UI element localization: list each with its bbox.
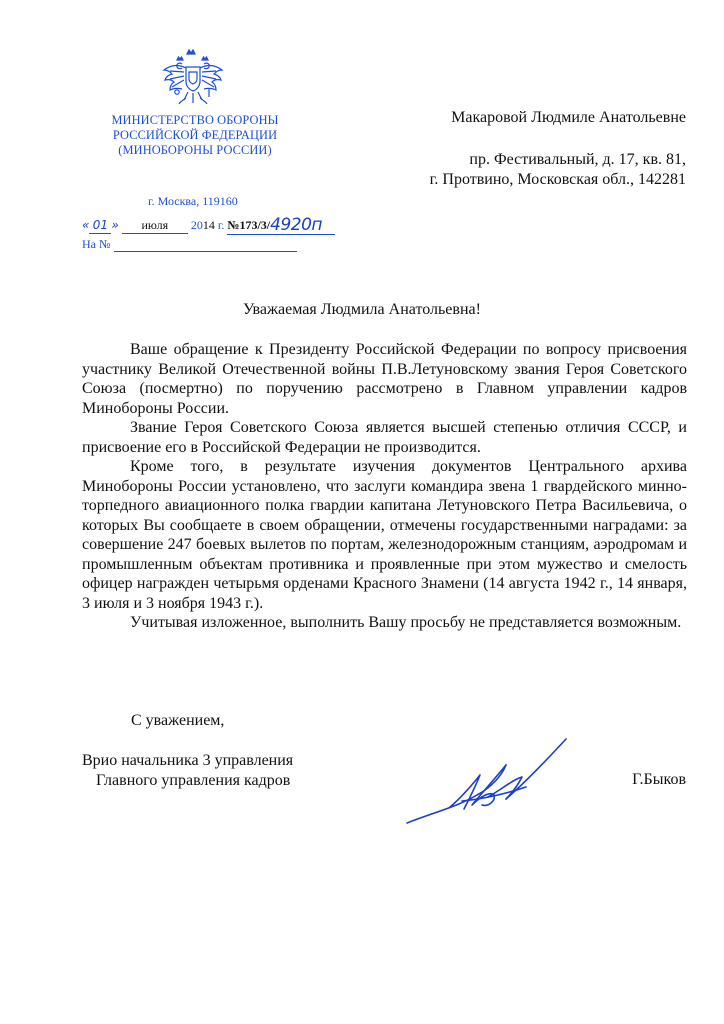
ministry-line-1: МИНИСТЕРСТВО ОБОРОНЫ	[111, 113, 279, 127]
date-year: 14	[202, 218, 215, 232]
signature-icon	[402, 735, 572, 830]
paragraph-3: Кроме того, в результате изучения документов Центрального архива Минобороны России установлено, что заслуги командира звена 1 гвардейского минно-торпедного авиационного полка гвардии капитана Летуновского Петра Васильевича, о которых Вы сообщаете в своем обращении, отмечены государственными наградами: за совершение 247 боевых вылетов по портам, железнодорожным станциям, аэродромам и промышленным объектам противника и проявленные при этом мужество и смелость офицер награжден четырьмя орденами Красного Знамени (14 августа 1942 г., 14 января, 3 июля и 3 ноября 1943 г.).	[82, 458, 687, 612]
number-prefix: №173/3/	[227, 218, 271, 232]
date-day: 01	[92, 218, 109, 232]
letterhead-city: г. Москва, 119160	[148, 194, 238, 208]
addressee-address-line-1: пр. Фестивальный, д. 17, кв. 81,	[469, 151, 686, 168]
coat-of-arms-icon	[160, 48, 226, 110]
ministry-name	[102, 113, 288, 158]
letter-body	[82, 340, 687, 633]
date-quote-close: »	[111, 218, 119, 232]
ministry-line-3: (МИНОБОРОНЫ РОССИИ)	[118, 143, 272, 157]
letter-date-number	[82, 214, 335, 236]
signer-name: Г.Быков	[632, 771, 686, 788]
paragraph-1: Ваше обращение к Президенту Российской Федерации по вопросу присвоения участнику Великой Отечественной войны П.В.Летуновскому звания Героя Советского Союза (посмертно) по поручению рассмотрено в Главном управлении кадров Минобороны России.	[82, 341, 687, 417]
position-line-1: Врио начальника 3 управления	[82, 752, 294, 769]
salutation: Уважаемая Людмила Анатольевна!	[243, 301, 481, 318]
date-year-prefix: 20	[190, 218, 203, 232]
ministry-line-2: РОССИЙСКОЙ ФЕДЕРАЦИИ	[112, 128, 278, 142]
number-handwritten: 4920п	[270, 215, 323, 235]
addressee-block	[430, 108, 686, 190]
closing-regards: С уважением,	[131, 712, 225, 729]
paragraph-4: Учитывая изложенное, выполнить Вашу просьбу не представляется возможным.	[130, 614, 682, 631]
position-line-2: Главного управления кадров	[96, 772, 291, 789]
addressee-name: Макаровой Людмиле Анатольевне	[451, 109, 686, 126]
paragraph-2: Звание Героя Советского Союза является высшей степенью отличия СССР, и присвоение его в Российской Федерации не производится.	[82, 419, 687, 456]
reference-line	[82, 237, 297, 252]
date-month: июля	[141, 218, 169, 232]
signer-position	[82, 751, 293, 791]
reference-blank	[114, 239, 297, 252]
year-suffix: г.	[217, 218, 225, 232]
date-quote-open: «	[82, 218, 90, 232]
reference-label: На №	[82, 237, 111, 251]
addressee-address-line-2: г. Протвино, Московская обл., 142281	[429, 171, 686, 188]
